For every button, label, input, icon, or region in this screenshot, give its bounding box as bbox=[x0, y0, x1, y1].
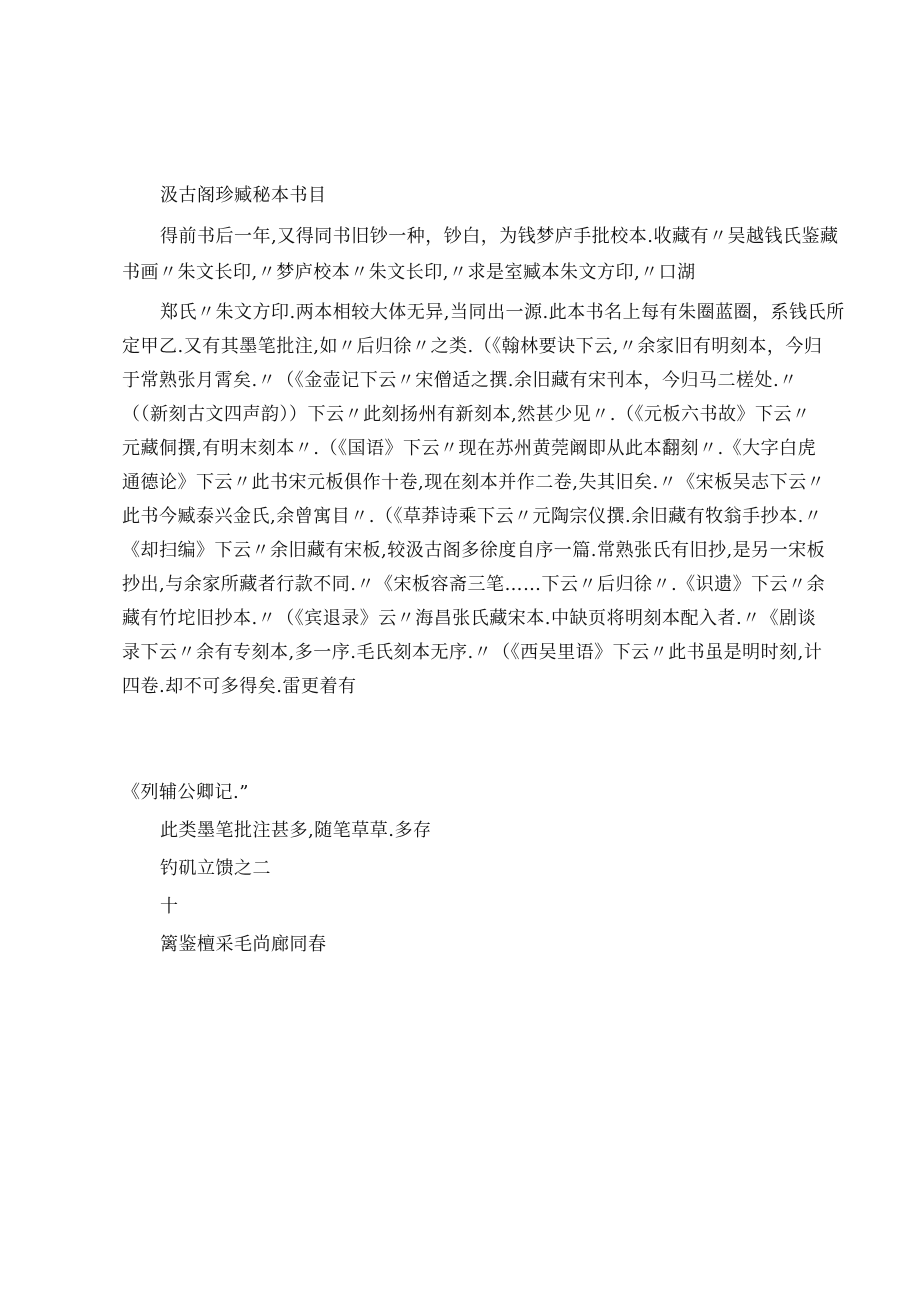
paragraph-2-line-10: 藏有竹坨旧抄本.〃（《宾退录》云〃海昌张氏藏宋本.中缺页将明刻本配入者.〃《剧谈 bbox=[122, 608, 817, 629]
paragraph-4: 此类墨笔批注甚多,随笔草草.多存 bbox=[160, 820, 432, 841]
paragraph-6: 十 bbox=[160, 896, 179, 917]
paragraph-2-line-12: 四卷.却不可多得矣.雷更着有 bbox=[122, 676, 357, 697]
paragraph-2-line-6: 通德论》下云〃此书宋元板俱作十卷,现在刻本并作二卷,失其旧矣.〃《宋板吴志下云〃 bbox=[122, 472, 826, 493]
paragraph-1-line-1: 得前书后一年,又得同书旧钞一种，钞白，为钱梦庐手批校本.收藏有〃吴越钱氏鉴藏 bbox=[160, 226, 839, 247]
paragraph-2-line-2: 定甲乙.又有其墨笔批注,如〃后归徐〃之类.（《翰林要诀下云,〃余家旧有明刻本，今归 bbox=[122, 336, 823, 357]
paragraph-2-line-3: 于常熟张月霄矣.〃（《金壶记下云〃宋僧适之撰.余旧藏有宋刊本，今归马二槎处.〃 bbox=[122, 370, 798, 391]
paragraph-1-line-2: 书画〃朱文长印,〃梦庐校本〃朱文长印,〃求是室臧本朱文方印,〃口湖 bbox=[122, 262, 696, 283]
paragraph-2-line-8: 《却扫编》下云〃余旧藏有宋板,较汲古阁多徐度自序一篇.常熟张氏有旧抄,是另一宋板 bbox=[122, 540, 826, 561]
paragraph-2-line-1: 郑氏〃朱文方印.两本相较大体无异,当同出一源.此本书名上每有朱圈蓝圈，系钱氏所 bbox=[160, 302, 845, 323]
paragraph-2-line-5: 元藏侗撰,有明末刻本〃.（《国语》下云〃现在苏州黄莞阚即从此本翻刻〃.《大字白虎 bbox=[122, 438, 817, 459]
paragraph-3: 《列辅公卿记.” bbox=[122, 782, 249, 803]
paragraph-2-line-4: （（新刻古文四声韵））下云〃此刻扬州有新刻本,然甚少见〃.（《元板六书故》下云〃 bbox=[122, 404, 811, 425]
paragraph-7: 篱鉴檀采毛尚廊同春 bbox=[160, 934, 327, 955]
paragraph-2-line-11: 录下云〃余有专刻本,多一序.毛氏刻本无序.〃（《西吴里语》下云〃此书虽是明时刻,计 bbox=[122, 642, 823, 663]
paragraph-2-line-7: 此书今臧泰兴金氏,余曾寓目〃.（《草莽诗乘下云〃元陶宗仪撰.余旧藏有牧翁手抄本.〃 bbox=[122, 506, 823, 527]
paragraph-5: 钓矶立馈之二 bbox=[160, 858, 271, 879]
paragraph-2-line-9: 抄出,与余家所藏者行款不同.〃《宋板容斋三笔……下云〃后归徐〃.《识遗》下云〃余 bbox=[122, 574, 826, 595]
document-title: 汲古阁珍臧秘本书目 bbox=[160, 185, 327, 206]
